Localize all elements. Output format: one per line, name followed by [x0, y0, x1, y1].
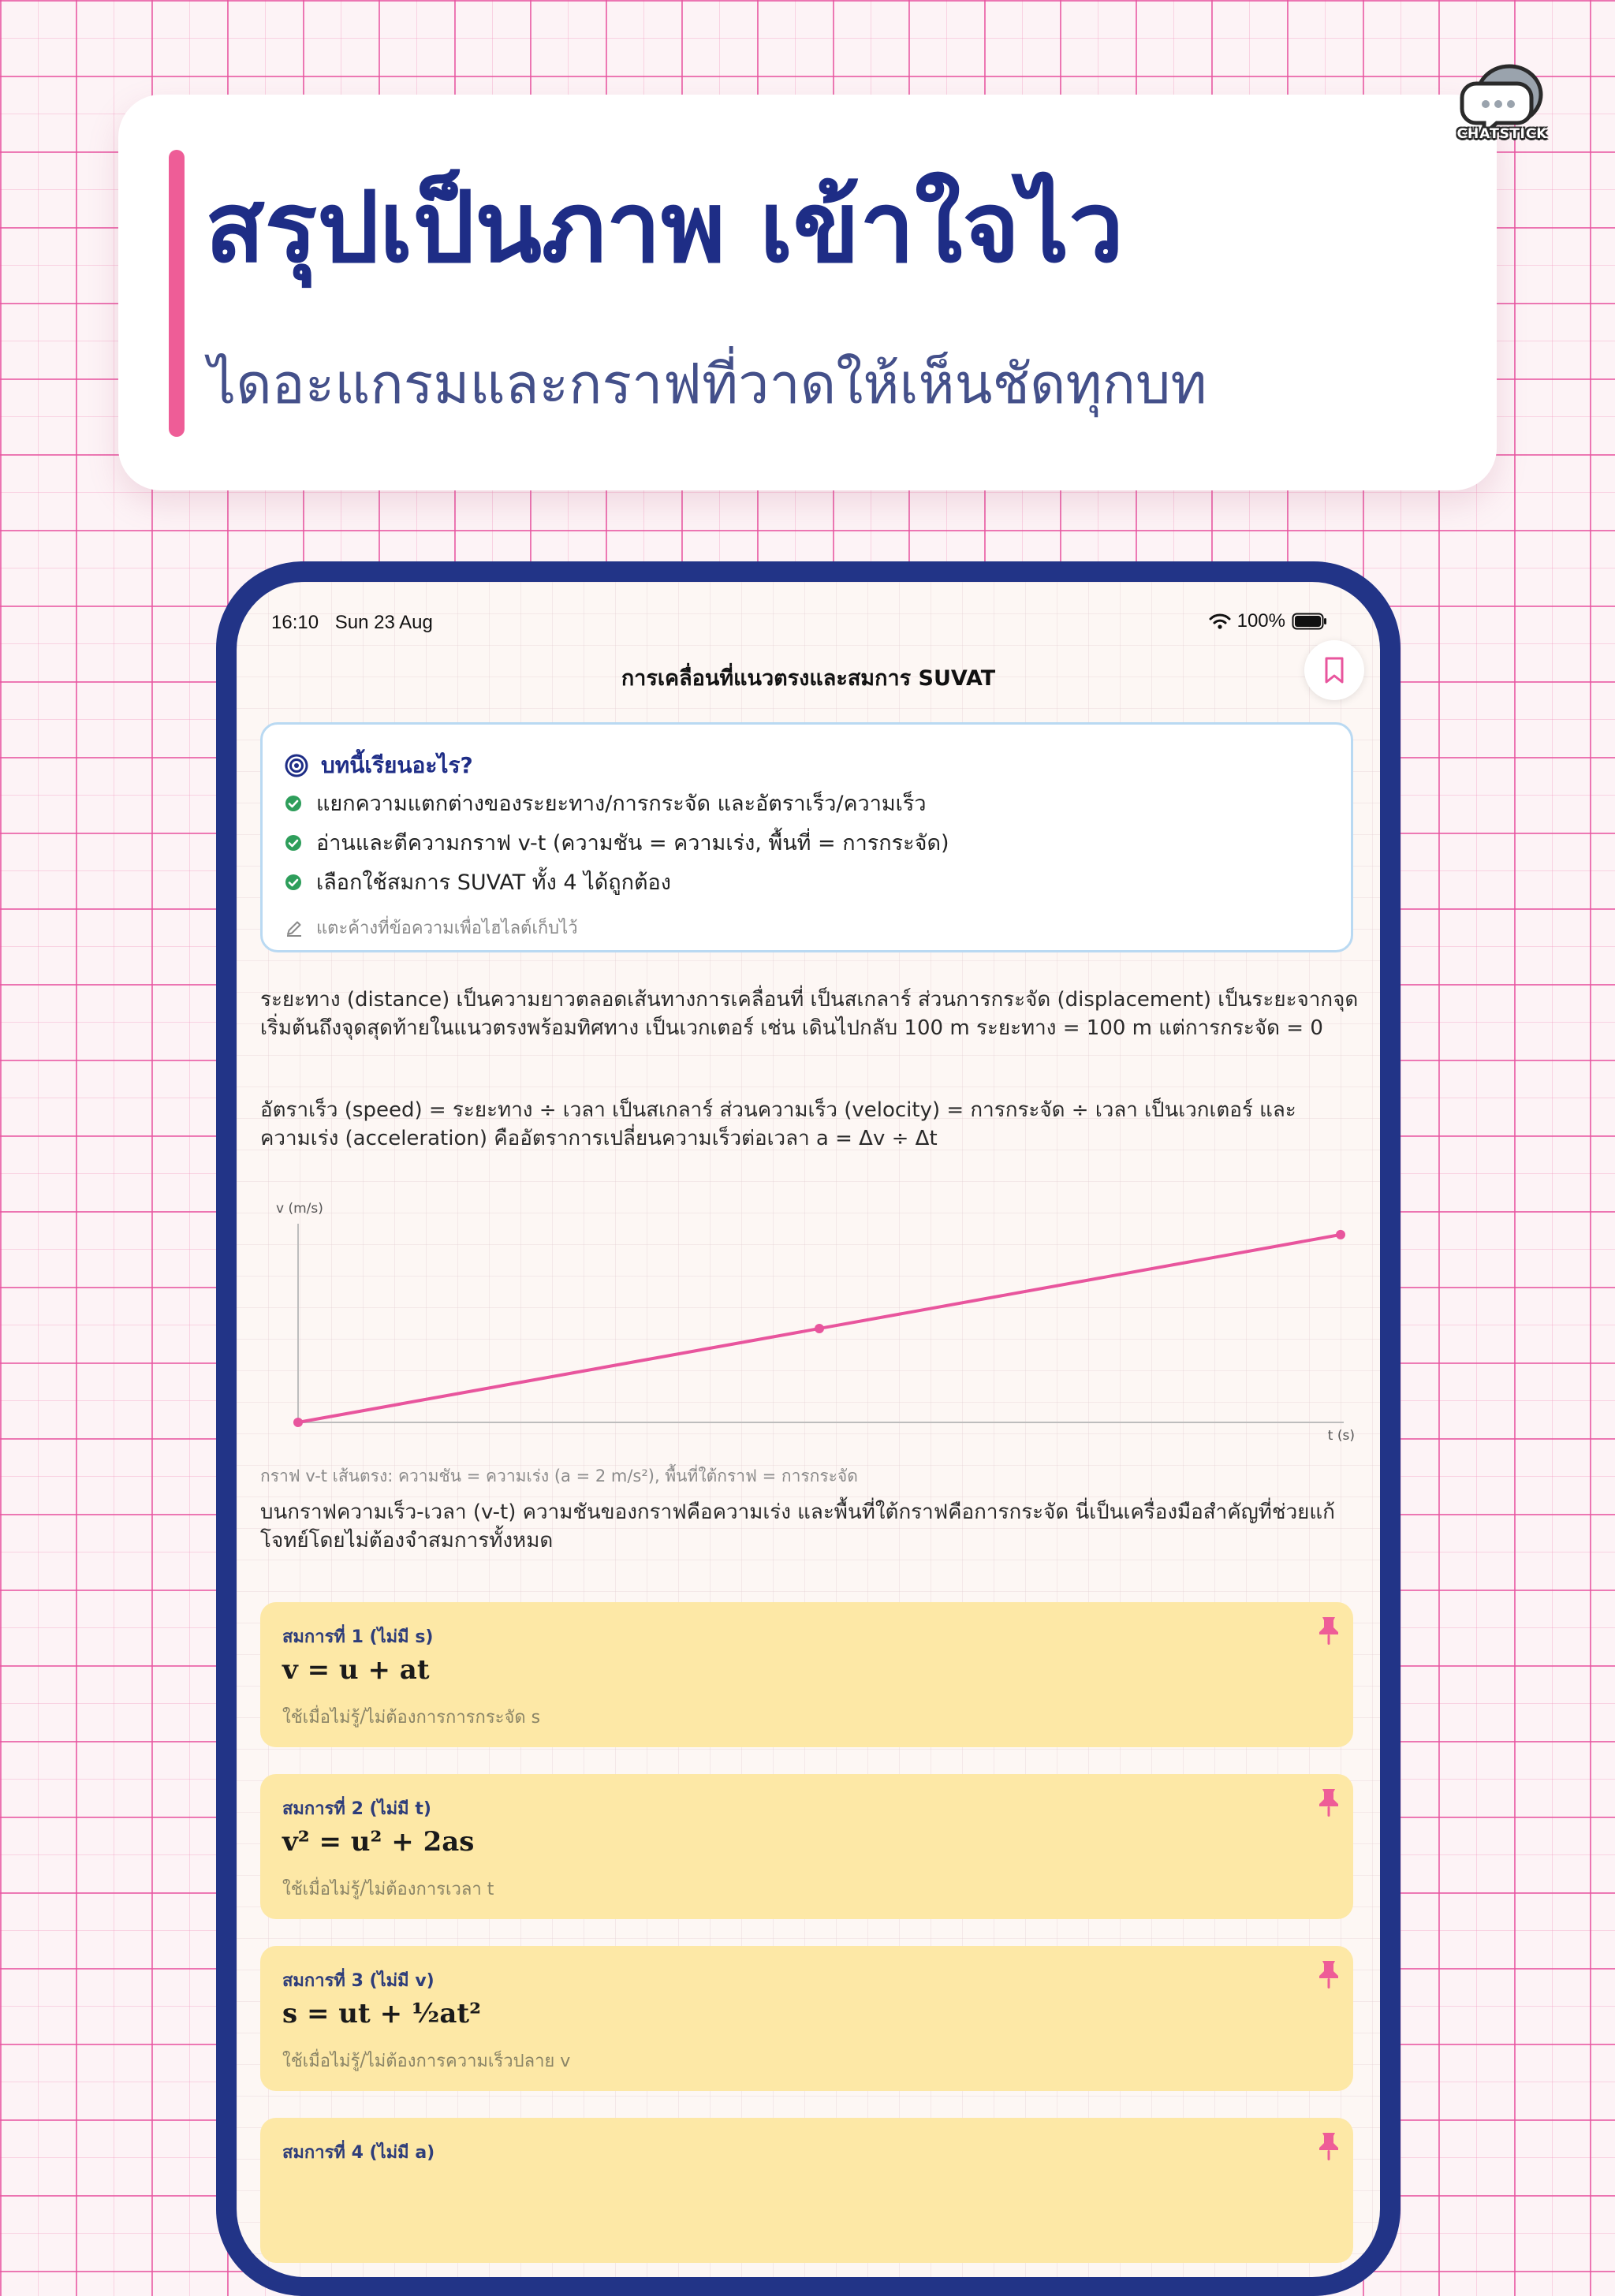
equation-note: ใช้เมื่อไม่รู้/ไม่ต้องการการกระจัด s [282, 1708, 541, 1728]
highlight-hint [285, 914, 578, 941]
equation-note: ใช้เมื่อไม่รู้/ไม่ต้องการเวลา t [282, 1880, 494, 1899]
chart-data-point [293, 1418, 303, 1427]
paragraph-distance: ระยะทาง (distance) เป็นความยาวตลอดเส้นทางการเคลื่อนที่ เป็นสเกลาร์ ส่วนการกระจัด (displacement) เป็นระยะจากจุดเริ่มต้นถึงจุดสุดท้ายในแนวตรงพร้อมทิศทาง เป็นเวกเตอร์ เช่น เดินไปกลับ 100 m ระยะทาง = 100 m แต่การกระจัด = 0 [260, 988, 1359, 1040]
pin-icon[interactable] [1315, 2130, 1342, 2162]
equation-card-1[interactable] [260, 1602, 1353, 1747]
equation-card-2[interactable] [260, 1774, 1353, 1919]
vt-line-chart [260, 1181, 1364, 1449]
objectives-header [285, 748, 473, 783]
chart-y-label: v (m/s) [276, 1201, 323, 1217]
chart-x-label: t (s) [1327, 1428, 1355, 1444]
status-bar-left [271, 612, 433, 634]
equation-formula: s = ut + ½at² [282, 1998, 481, 2030]
paragraph-vt-graph: บนกราฟความเร็ว-เวลา (v-t) ความชันของกราฟคือความเร่ง และพื้นที่ใต้กราฟคือการกระจัด นี่เป็นเครื่องมือสำคัญที่ช่วยแก้โจทย์โดยไม่ต้องจำสมการทั้งหมด [260, 1500, 1335, 1552]
battery-percent: 100% [1236, 610, 1285, 632]
objective-item [285, 865, 671, 899]
equation-label: สมการที่ 4 (ไม่มี a) [282, 2143, 435, 2163]
hero-subtitle: ไดอะแกรมและกราฟที่วาดให้เห็นชัดทุกบท [208, 352, 1207, 416]
pin-icon[interactable] [1315, 1787, 1342, 1818]
objective-text: แยกความแตกต่างของระยะทาง/การกระจัด และอัตราเร็ว/ความเร็ว [316, 792, 927, 816]
battery-icon [1292, 613, 1328, 630]
hint-text: แตะค้างที่ข้อความเพื่อไฮไลต์เก็บไว้ [316, 919, 578, 938]
objective-text: อ่านและตีความกราฟ v-t (ความชัน = ความเร่ง, พื้นที่ = การกระจัด) [316, 831, 949, 855]
logo-wordmark: CHATSTICK [1456, 126, 1548, 142]
pin-icon[interactable] [1315, 1959, 1342, 1990]
target-icon [285, 754, 308, 777]
chart-data-point [815, 1324, 824, 1333]
equation-formula: v² = u² + 2as [282, 1826, 475, 1858]
tablet-frame [216, 561, 1401, 2296]
chart-data-point [1336, 1230, 1345, 1239]
equation-label: สมการที่ 2 (ไม่มี t) [282, 1799, 431, 1819]
equation-card-3[interactable] [260, 1946, 1353, 2091]
bookmark-icon [1324, 656, 1345, 684]
tablet-screen [237, 582, 1380, 2277]
check-circle-icon [285, 834, 302, 852]
pencil-icon [285, 919, 304, 937]
equation-note: ใช้เมื่อไม่รู้/ไม่ต้องการความเร็วปลาย v [282, 2052, 571, 2071]
wifi-icon [1209, 613, 1231, 630]
hero-title: สรุปเป็นภาพ เข้าใจไว [205, 171, 1125, 285]
check-circle-icon [285, 795, 302, 812]
hero-card [118, 95, 1497, 490]
equation-label: สมการที่ 3 (ไม่มี v) [282, 1971, 435, 1991]
hero-accent-bar [169, 150, 185, 437]
page-title: การเคลื่อนที่แนวตรงและสมการ SUVAT [621, 666, 996, 691]
objectives-title: บทนี้เรียนอะไร? [321, 752, 473, 778]
status-bar-right [1209, 610, 1328, 632]
equation-label: สมการที่ 1 (ไม่มี s) [282, 1627, 434, 1647]
objective-item [285, 826, 949, 859]
pin-icon[interactable] [1315, 1615, 1342, 1646]
objective-text: เลือกใช้สมการ SUVAT ทั้ง 4 ได้ถูกต้อง [316, 870, 671, 895]
equation-formula: v = u + at [282, 1654, 430, 1686]
equation-card-4[interactable] [260, 2118, 1353, 2263]
bookmark-button[interactable] [1304, 640, 1364, 700]
status-date: Sun 23 Aug [334, 612, 433, 633]
status-time: 16:10 [271, 612, 319, 633]
paragraph-speed: อัตราเร็ว (speed) = ระยะทาง ÷ เวลา เป็นสเกลาร์ ส่วนความเร็ว (velocity) = การกระจัด ÷ เวลา เป็นเวกเตอร์ และความเร่ง (acceleration) คืออัตราการเปลี่ยนความเร็วต่อเวลา a = Δv ÷ Δt [260, 1098, 1296, 1150]
objectives-card [260, 722, 1353, 952]
objective-item [285, 786, 927, 820]
chart-caption: กราฟ v-t เส้นตรง: ความชัน = ความเร่ง (a = 2 m/s²), พื้นที่ใต้กราฟ = การกระจัด [260, 1467, 858, 1485]
check-circle-icon [285, 874, 302, 891]
